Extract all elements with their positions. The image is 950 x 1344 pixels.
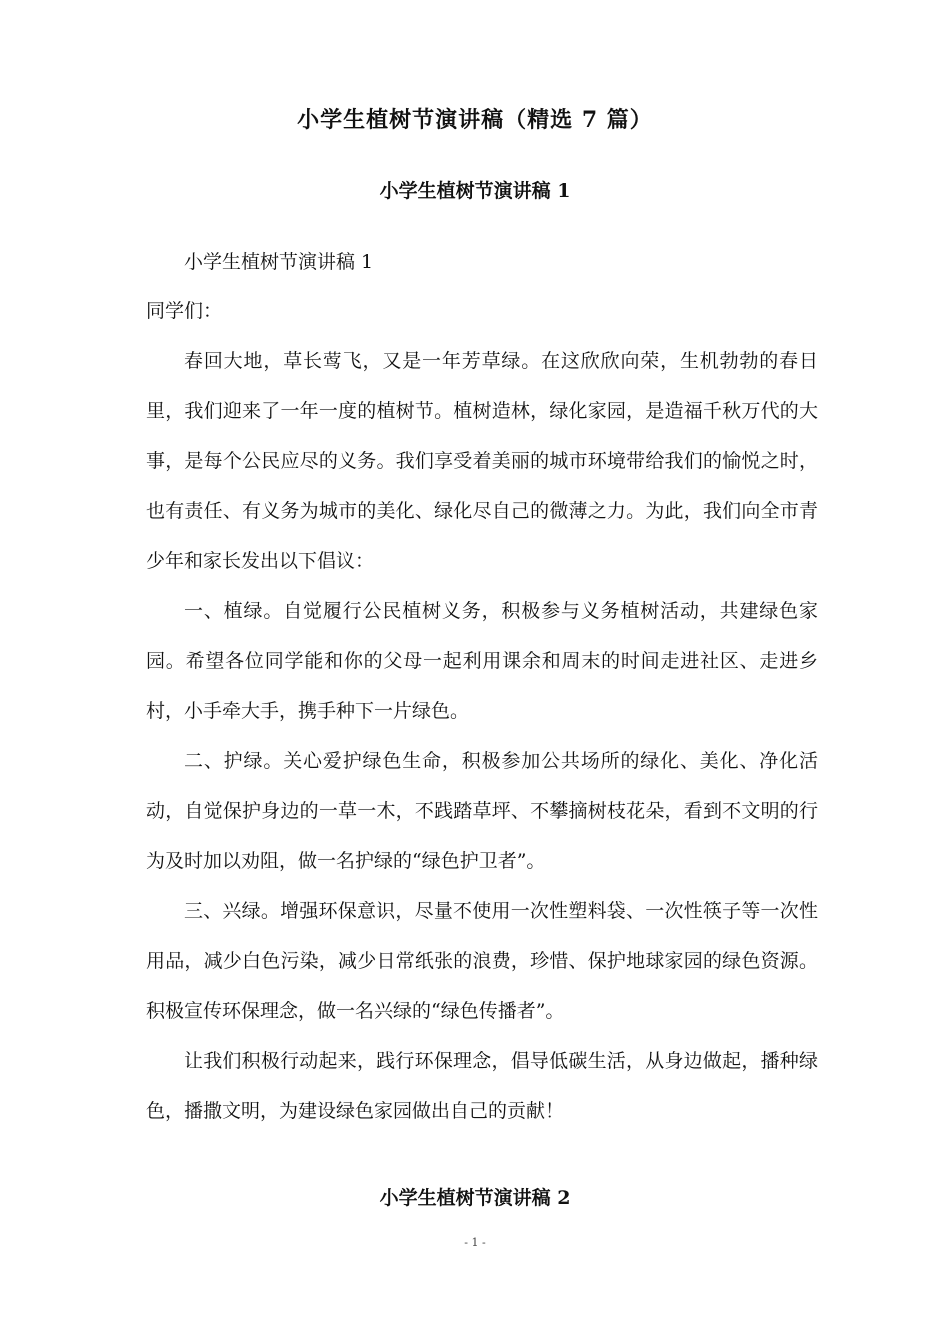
salutation: 同学们： bbox=[146, 300, 223, 322]
section-heading-1: 小学生植树节演讲稿 1 bbox=[379, 180, 571, 202]
page-number: - 1 - bbox=[464, 1236, 486, 1249]
document-title: 小学生植树节演讲稿（精选 7 篇） bbox=[297, 107, 653, 133]
paragraph-protect-green: 二、护绿。关心爱护绿色生命，积极参加公共场所的绿化、美化、净化活动，自觉保护身边的一草一木，不践踏草坪、不攀摘树枝花朵，看到不文明的行为及时加以劝阻，做一名护绿的“绿色护卫者”。 bbox=[146, 750, 818, 872]
paragraph-call-to-action: 让我们积极行动起来，践行环保理念，倡导低碳生活，从身边做起，播种绿色，播撒文明，为建设绿色家园做出自己的贡献！ bbox=[146, 1050, 818, 1122]
section-heading-2: 小学生植树节演讲稿 2 bbox=[379, 1187, 571, 1209]
section-1-body bbox=[146, 237, 818, 1136]
paragraph-plant-green: 一、植绿。自觉履行公民植树义务，积极参与义务植树活动，共建绿色家园。希望各位同学能和你的父母一起利用课余和周末的时间走进社区、走进乡村，小手牵大手，携手种下一片绿色。 bbox=[146, 600, 818, 722]
speech-subtitle: 小学生植树节演讲稿 1 bbox=[184, 251, 374, 273]
paragraph-promote-green: 三、兴绿。增强环保意识，尽量不使用一次性塑料袋、一次性筷子等一次性用品，减少白色污染，减少日常纸张的浪费，珍惜、保护地球家园的绿色资源。积极宣传环保理念，做一名兴绿的“绿色传播者”。 bbox=[146, 900, 818, 1022]
paragraph-intro: 春回大地，草长莺飞，又是一年芳草绿。在这欣欣向荣，生机勃勃的春日里，我们迎来了一年一度的植树节。植树造林，绿化家园，是造福千秋万代的大事，是每个公民应尽的义务。我们享受着美丽的城市环境带给我们的愉悦之时，也有责任、有义务为城市的美化、绿化尽自己的微薄之力。为此，我们向全市青少年和家长发出以下倡议： bbox=[146, 350, 818, 572]
